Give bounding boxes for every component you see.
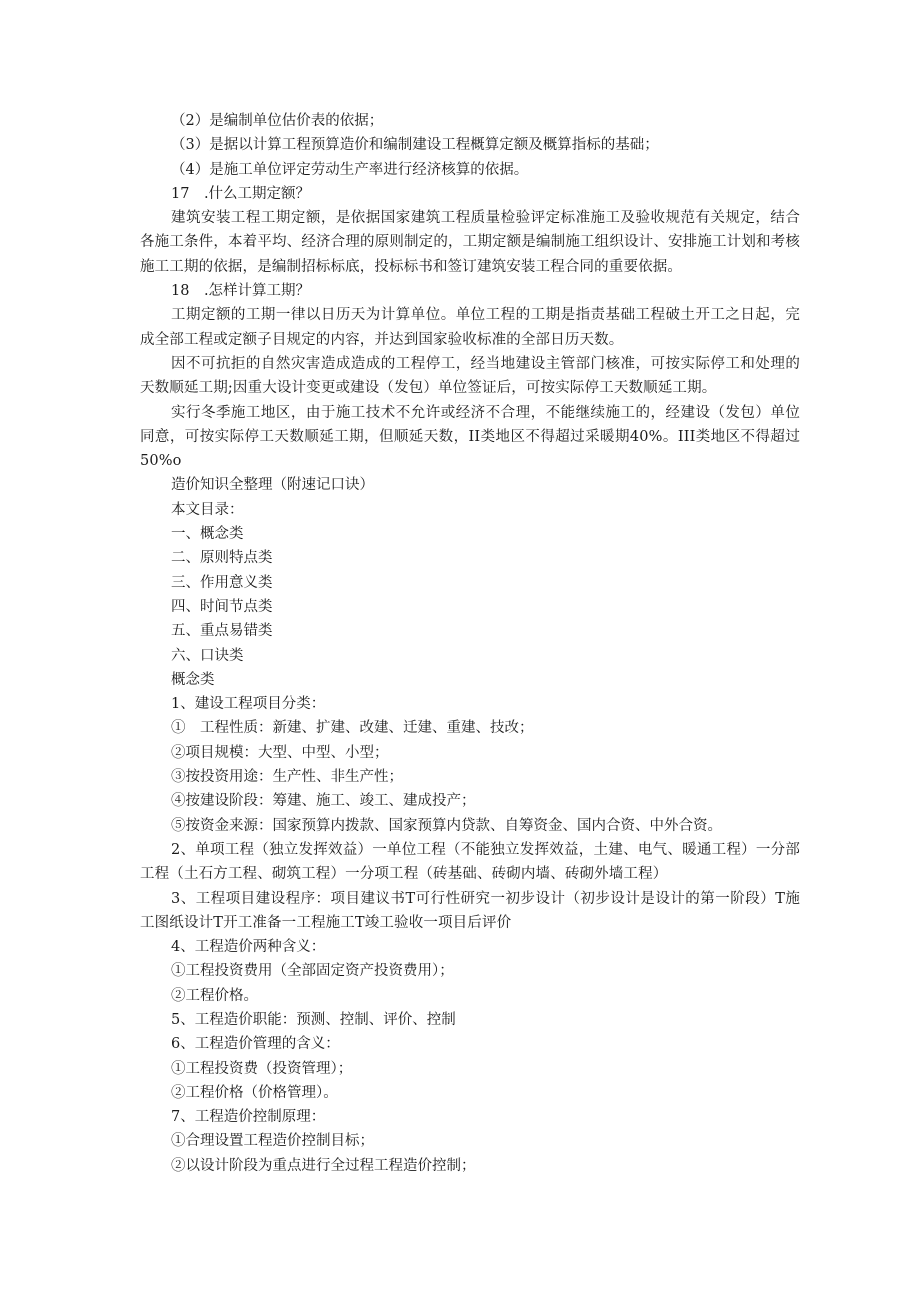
text-line: 二、原则特点类 (171, 550, 273, 567)
text-line: 六、口诀类 (171, 647, 244, 664)
text-line: （4）是施工单位评定劳动生产率进行经济核算的依据。 (171, 161, 529, 178)
text-line: ① 工程性质：新建、扩建、改建、迁建、重建、技改； (171, 720, 534, 737)
text-line: ④按建设阶段：筹建、施工、竣工、建成投产； (171, 793, 476, 810)
paragraph: 工期定额的工期一律以日历天为计算单位。单位工程的工期是指责基础工程破土开工之日起，完成全部工程或定额子目规定的内容，并达到国家验收标准的全部日历天数。 (140, 307, 800, 348)
text-line: 17 .什么工期定额？ (171, 185, 311, 202)
document-page (140, 109, 800, 1178)
text-line: 7、工程造价控制原理： (171, 1109, 326, 1126)
text-line: ①工程投资费用（全部固定资产投资费用）； (171, 963, 454, 980)
text-line: ③按投资用途：生产性、非生产性； (171, 769, 403, 786)
text-line: 四、时间节点类 (171, 598, 273, 615)
text-line: （3）是据以计算工程预算造价和编制建设工程概算定额及概算指标的基础； (171, 137, 659, 154)
text-line: 5、工程造价职能：预测、控制、评价、控制 (171, 1011, 456, 1028)
text-line: ②工程价格。 (171, 987, 258, 1004)
text-line: 概念类 (171, 671, 215, 688)
text-line: ⑤按资金来源：国家预算内拨款、国家预算内贷款、自筹资金、国内合资、中外合资。 (171, 817, 722, 834)
paragraph: 因不可抗拒的自然灾害造成造成的工程停工，经当地建设主管部门核准，可按实际停工和处理的天数顺延工期;因重大设计变更或建设（发包）单位签证后，可按实际停工天数顺延工期。 (140, 355, 800, 397)
text-line: ①合理设置工程造价控制目标； (171, 1133, 374, 1150)
text-line: 五、重点易错类 (171, 623, 273, 640)
text-line: 1、建设工程项目分类： (171, 696, 326, 713)
paragraph: 3、工程项目建设程序：项目建议书T可行性研究一初步设计（初步设计是设计的第一阶段）T施工图纸设计T开工准备一工程施工T竣工验收一项目后评价 (140, 890, 800, 931)
text-line: （2）是编制单位估价表的依据； (171, 113, 384, 129)
text-line: ①工程投资费（投资管理）； (171, 1060, 353, 1077)
text-line: 6、工程造价管理的含义： (171, 1036, 340, 1053)
text-line: ②以设计阶段为重点进行全过程工程造价控制； (171, 1157, 476, 1174)
text-line: 一、概念类 (171, 526, 244, 543)
paragraph: 2、单项工程（独立发挥效益）一单位工程（不能独立发挥效益，土建、电气、暖通工程）一分部工程（土石方工程、砌筑工程）一分项工程（砖基础、砖砌内墙、砖砌外墙工程） (140, 841, 800, 883)
text-line: ②工程价格（价格管理）。 (171, 1084, 338, 1101)
text-line: ②项目规模：大型、中型、小型； (171, 744, 389, 761)
paragraph: 建筑安装工程工期定额，是依据国家建筑工程质量检验评定标准施工及验收规范有关规定，结合各施工条件，本着平均、经济合理的原则制定的，工期定额是编制施工组织设计、安排施工计划和考核施工工期的依据，是编制招标标底，投标标书和签订建筑安装工程合同的重要依据。 (140, 210, 800, 275)
text-line: 4、工程造价两种含义： (171, 939, 326, 956)
text-line: 造价知识全整理（附速记口诀） (171, 477, 374, 494)
text-line: 18 .怎样计算工期？ (171, 283, 311, 300)
text-line: 本文目录： (171, 501, 244, 518)
text-line: 三、作用意义类 (171, 574, 273, 591)
paragraph: 实行冬季施工地区，由于施工技术不允许或经济不合理，不能继续施工的，经建设（发包）单位同意，可按实际停工天数顺延工期，但顺延天数，II类地区不得超过采暖期40%。III类地区不得超过50%o (140, 404, 800, 470)
